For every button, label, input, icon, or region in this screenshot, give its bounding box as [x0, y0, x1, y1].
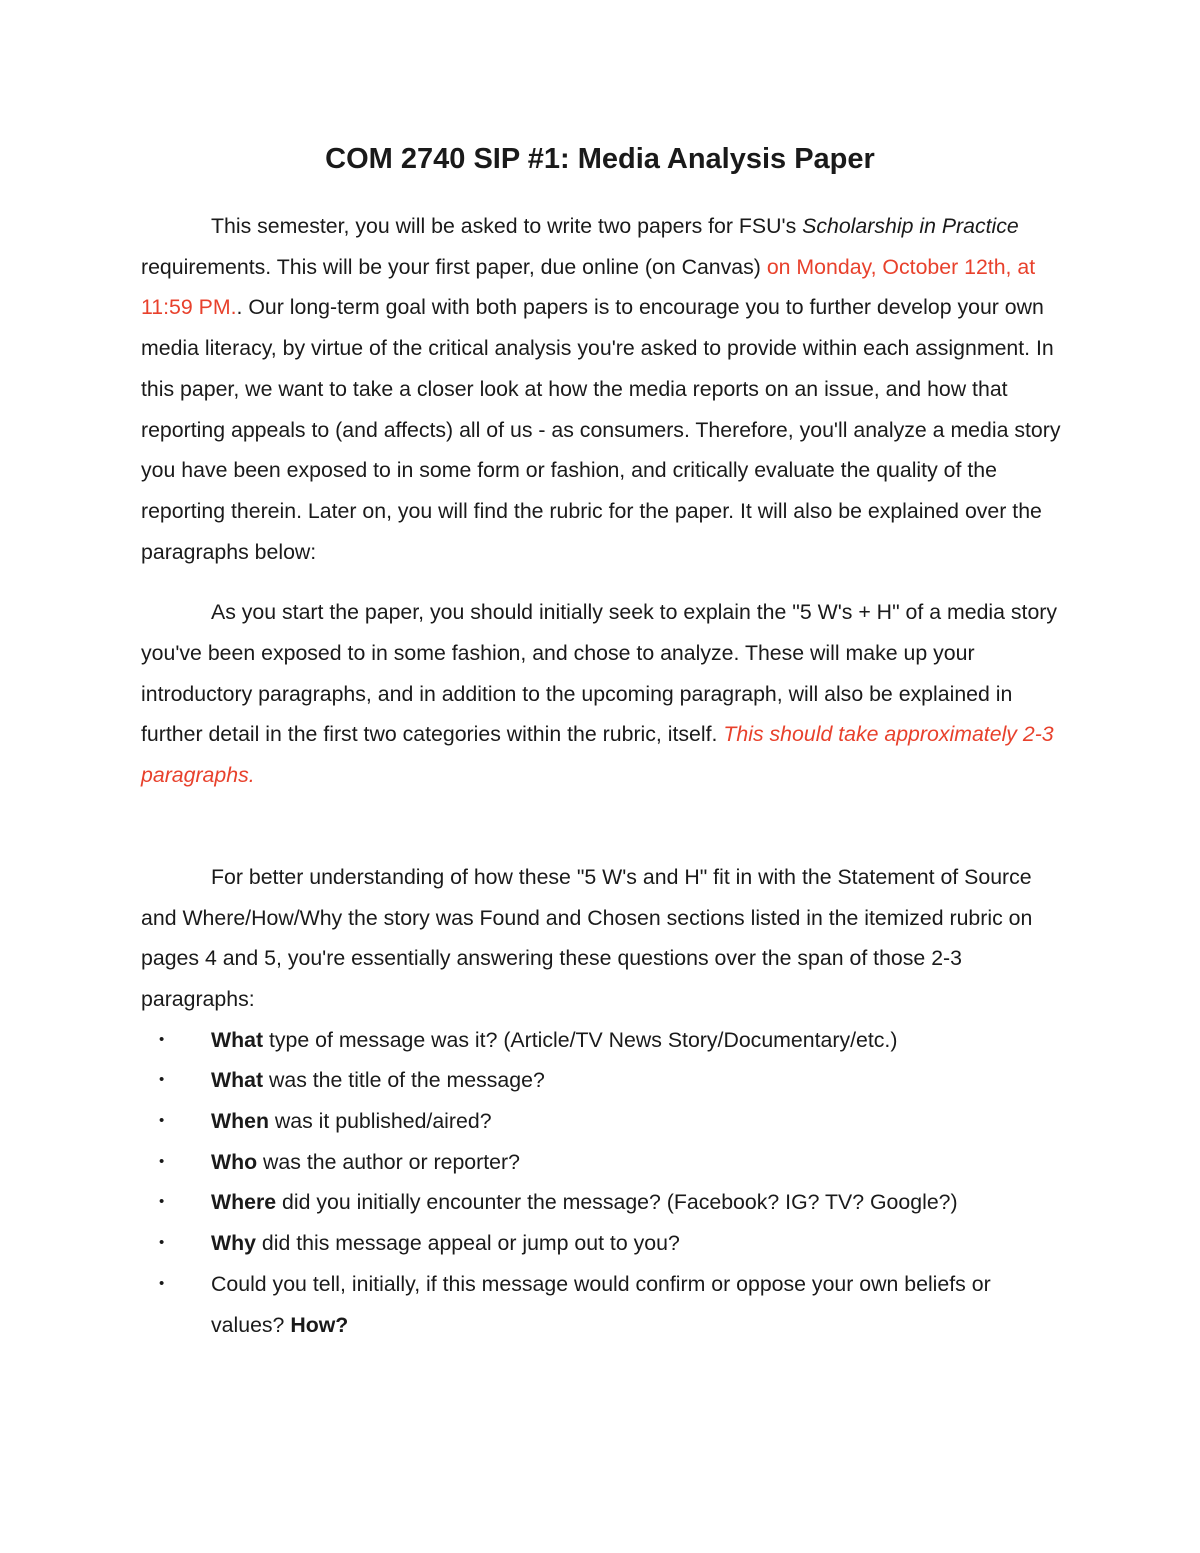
- five-ws-paragraph: [141, 592, 1061, 796]
- bullet-icon: •: [159, 1030, 165, 1048]
- length-note-highlight: This should take approximately 2-3 paragraphs.: [141, 722, 1054, 788]
- intro-text-1: This semester, you will be asked to write two papers for FSU's: [211, 214, 803, 238]
- document-body: [141, 206, 1061, 1345]
- bullet-icon: •: [159, 1112, 165, 1130]
- list-item: [141, 1020, 1061, 1061]
- question-keyword: Why: [211, 1231, 256, 1256]
- bullet-icon: •: [159, 1152, 165, 1170]
- list-item: [141, 1060, 1061, 1101]
- question-text: was the author or reporter?: [257, 1149, 520, 1174]
- question-text: Could you tell, initially, if this message would confirm or oppose your own beliefs or values?: [211, 1271, 991, 1337]
- question-text: type of message was it? (Article/TV News Story/Documentary/etc.): [263, 1027, 898, 1052]
- list-item: [141, 1264, 1061, 1345]
- list-item: [141, 1223, 1061, 1264]
- question-keyword: What: [211, 1027, 264, 1052]
- intro-paragraph: [141, 206, 1061, 572]
- question-text: did you initially encounter the message? (Facebook? IG? TV? Google?): [276, 1190, 958, 1215]
- rubric-paragraph: For better understanding of how these "5 W's and H" fit in with the Statement of Source and Where/How/Why the story was Found and Chosen sections listed in the itemized rubric on pages 4 and 5, you're essentially answering these questions over the span of those 2-3 paragraphs:: [141, 864, 1033, 1011]
- bullet-icon: •: [159, 1071, 165, 1089]
- question-text: was the title of the message?: [263, 1068, 545, 1093]
- question-keyword: When: [211, 1109, 269, 1134]
- bullet-icon: •: [159, 1234, 165, 1252]
- question-keyword: How?: [290, 1312, 349, 1337]
- list-item: [141, 1182, 1061, 1223]
- document-title: COM 2740 SIP #1: Media Analysis Paper: [325, 143, 875, 175]
- five-ws-text: As you start the paper, you should initially seek to explain the "5 W's + H" of a media story you've been exposed to in some fashion, and chose to analyze. These will make up your introductory paragraphs, and in addition to the upcoming paragraph, will also be explained in further detail in the first two categories within the rubric, itself.: [141, 600, 1058, 747]
- due-date-highlight: on Monday, October 12th, at 11:59 PM.: [141, 254, 1036, 320]
- list-item: [141, 1101, 1061, 1142]
- bullet-icon: •: [159, 1193, 165, 1211]
- question-keyword: Who: [211, 1149, 258, 1174]
- intro-text-3: . Our long-term goal with both papers is to encourage you to further develop your own media literacy, by virtue of the critical analysis you're asked to provide within each assignment. In this paper, we want to take a closer look at how the media reports on an issue, and how that reporting appeals to (and affects) all of us - as consumers. Therefore, you'll analyze a media story you have been exposed to in some form or fashion, and critically evaluate the quality of the reporting therein. Later on, you will find the rubric for the paper. It will also be explained over the paragraphs below:: [141, 295, 1061, 564]
- list-item: [141, 1142, 1061, 1183]
- question-text: was it published/aired?: [268, 1109, 492, 1134]
- question-list: [141, 1020, 1061, 1346]
- question-keyword: Where: [211, 1190, 277, 1215]
- intro-italic-phrase: Scholarship in Practice: [802, 214, 1019, 238]
- bullet-icon: •: [159, 1274, 165, 1292]
- question-keyword: What: [211, 1068, 264, 1093]
- question-text: did this message appeal or jump out to you?: [255, 1231, 680, 1256]
- intro-text-2: requirements. This will be your first paper, due online (on Canvas): [141, 254, 767, 279]
